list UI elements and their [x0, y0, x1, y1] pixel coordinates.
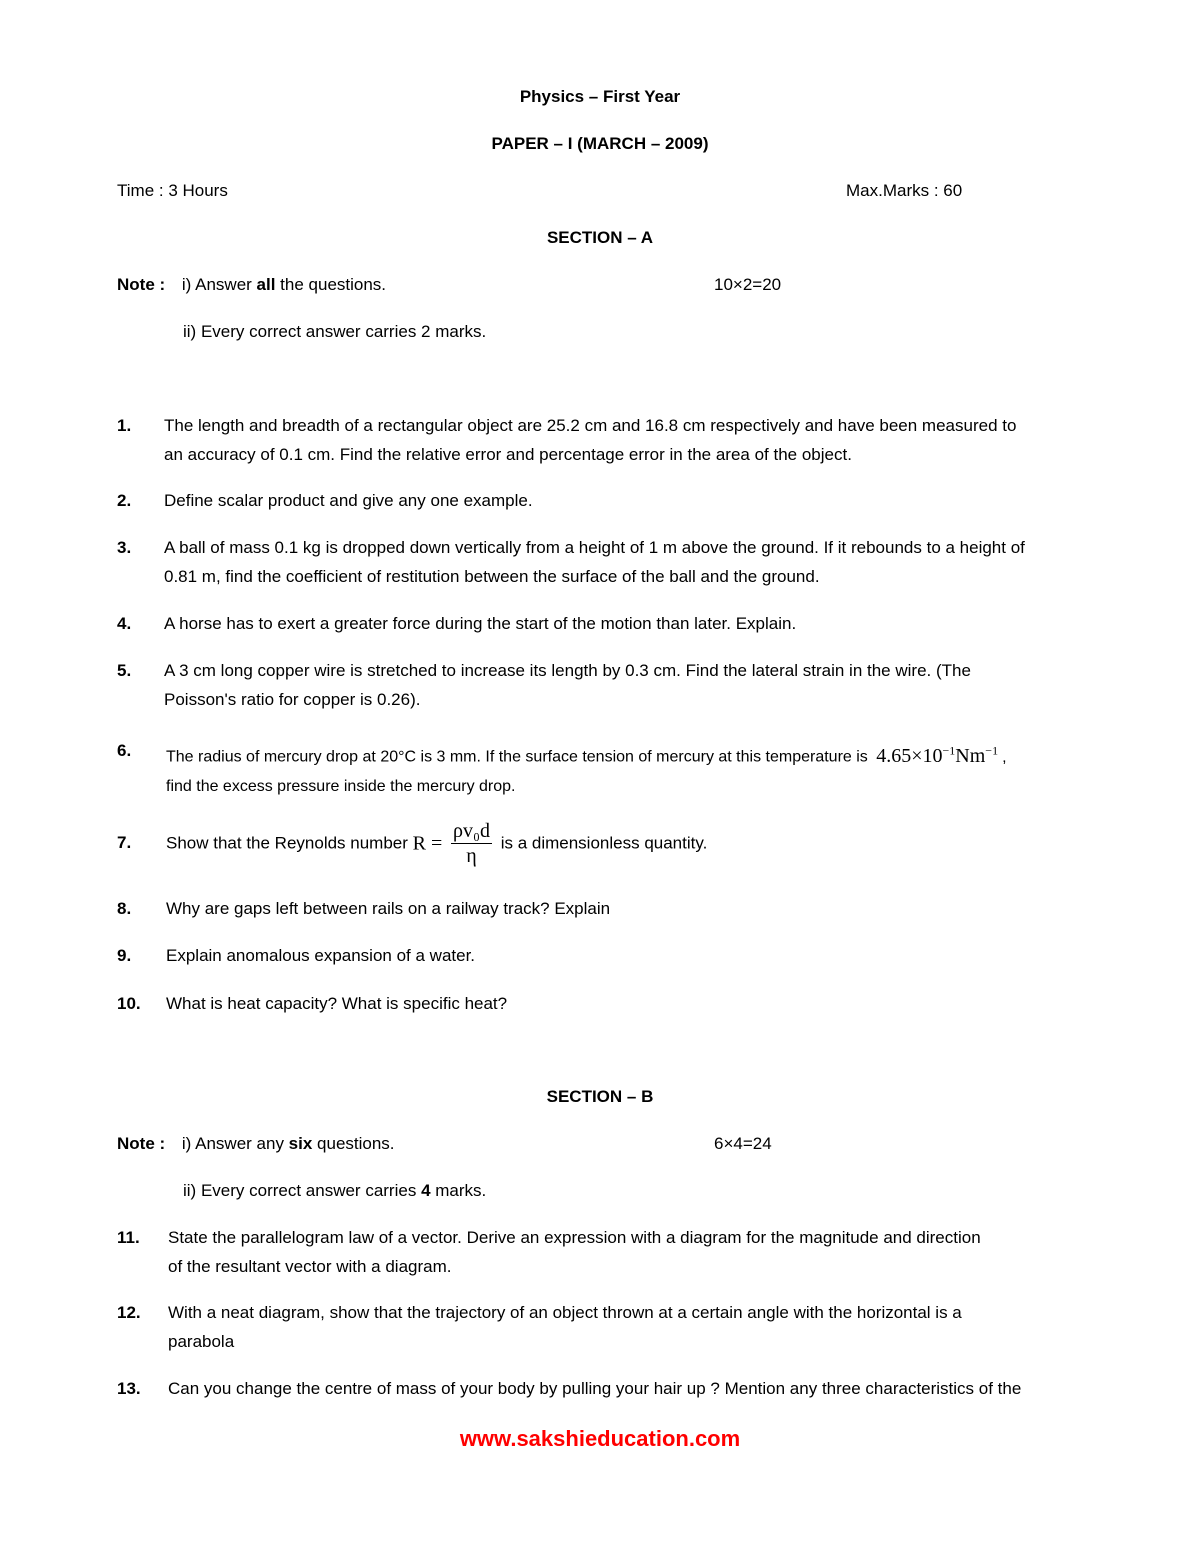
question-line: A 3 cm long copper wire is stretched to increase its length by 0.3 cm. Find the lateral strain in the wire. (The: [164, 661, 971, 680]
question-line: What is heat capacity? What is specific heat?: [166, 994, 508, 1013]
question-text: [168, 1374, 1021, 1403]
question-line: 0.81 m, find the coefficient of restitution between the surface of the ball and the ground.: [164, 567, 820, 586]
question-number: 1.: [117, 416, 132, 435]
max-marks-label: Max.Marks : 60: [846, 181, 963, 200]
section-a-note: [117, 274, 386, 296]
question-line: A horse has to exert a greater force during the start of the motion than later. Explain.: [164, 614, 797, 633]
question-number: 11.: [117, 1228, 140, 1247]
note-i-bold: all: [256, 275, 276, 294]
question-number: 3.: [117, 538, 132, 557]
note-i-bold: six: [288, 1134, 313, 1153]
question-line: [166, 736, 1007, 772]
note-ii-post: marks.: [430, 1181, 487, 1200]
question-line: With a neat diagram, show that the trajectory of an object thrown at a certain angle with the horizontal is a: [168, 1303, 962, 1322]
math-exponent: −1: [942, 743, 956, 757]
question-text: [168, 1298, 962, 1356]
question-number: 9.: [117, 946, 132, 965]
question-line-text: is a dimensionless quantity.: [500, 833, 708, 853]
question-number: 13.: [117, 1379, 141, 1398]
question-line: of the resultant vector with a diagram.: [168, 1257, 452, 1276]
math-unit: Nm: [955, 744, 986, 767]
question-line: State the parallelogram law of a vector. Derive an expression with a diagram for the magnitude and direction: [168, 1228, 981, 1247]
fraction-numerator: ρv₀d: [453, 820, 490, 843]
note-i-pre: i) Answer: [181, 275, 257, 294]
question-number: 7.: [117, 833, 132, 852]
question-line: The length and breadth of a rectangular object are 25.2 cm and 16.8 cm respectively and have been measured to: [164, 416, 1017, 435]
question-text: [164, 411, 1016, 469]
footer-website-link[interactable]: www.sakshieducation.com: [459, 1426, 741, 1451]
question-number: 10.: [117, 994, 141, 1013]
note-i-pre: i) Answer any: [181, 1134, 289, 1153]
section-b-title: SECTION – B: [546, 1087, 654, 1106]
question-line: Explain anomalous expansion of a water.: [166, 946, 476, 965]
question-number: 8.: [117, 899, 132, 918]
note-ii-pre: ii) Every correct answer carries: [183, 1181, 422, 1200]
question-line-text: The radius of mercury drop at 20°C is 3 mm. If the surface tension of mercury at this temperature is: [166, 748, 873, 766]
note-label: Note :: [117, 1134, 166, 1153]
question-line: A ball of mass 0.1 kg is dropped down vertically from a height of 1 m above the ground. If it rebounds to a height of: [164, 538, 1025, 557]
note-label: Note :: [117, 275, 166, 294]
math-lhs: R =: [412, 832, 443, 855]
question-line-text: Show that the Reynolds number: [166, 833, 413, 853]
question-number: 2.: [117, 491, 132, 510]
question-number: 12.: [117, 1303, 141, 1322]
question-number: 5.: [117, 661, 132, 680]
section-a-title: SECTION – A: [546, 228, 654, 247]
section-a-marks: 10×2=20: [714, 275, 782, 294]
section-b-marks: 6×4=24: [714, 1134, 772, 1153]
math-expression: [876, 745, 998, 767]
document-title: Physics – First Year: [519, 87, 681, 106]
question-line: parabola: [168, 1332, 235, 1351]
question-line: find the excess pressure inside the mercury drop.: [166, 777, 516, 795]
question-text: [164, 656, 971, 714]
question-text: [164, 533, 1025, 591]
note-i-post: questions.: [312, 1134, 395, 1153]
note-ii-bold: 4: [421, 1181, 431, 1200]
question-text: [166, 941, 475, 970]
question-text: [168, 1223, 981, 1281]
math-value: 4.65×10: [876, 744, 943, 767]
math-exponent: −1: [985, 743, 999, 757]
question-text: [166, 816, 707, 871]
question-line: Why are gaps left between rails on a railway track? Explain: [166, 899, 611, 918]
section-a-note-ii: ii) Every correct answer carries 2 marks.: [183, 322, 487, 341]
note-i-post: the questions.: [275, 275, 387, 294]
question-text: [166, 989, 507, 1018]
fraction-denominator: η: [466, 845, 477, 868]
section-b-note-ii: [183, 1180, 486, 1202]
question-text: [166, 894, 610, 923]
question-number: 4.: [117, 614, 132, 633]
question-line: Define scalar product and give any one example.: [164, 491, 533, 510]
question-line: Can you change the centre of mass of your body by pulling your hair up ? Mention any three characteristics of the: [168, 1379, 1022, 1398]
paper-title: PAPER – I (MARCH – 2009): [491, 134, 709, 153]
question-text: [164, 609, 796, 638]
question-text: [164, 486, 533, 515]
question-number: 6.: [117, 741, 132, 760]
question-text: [166, 736, 1007, 801]
time-label: Time : 3 Hours: [117, 181, 228, 200]
question-line-text: ,: [1002, 748, 1007, 766]
reynolds-fraction: [451, 819, 492, 868]
section-b-note: [117, 1133, 395, 1155]
question-line: Poisson's ratio for copper is 0.26).: [164, 690, 421, 709]
question-line: an accuracy of 0.1 cm. Find the relative error and percentage error in the area of the object.: [164, 445, 852, 464]
